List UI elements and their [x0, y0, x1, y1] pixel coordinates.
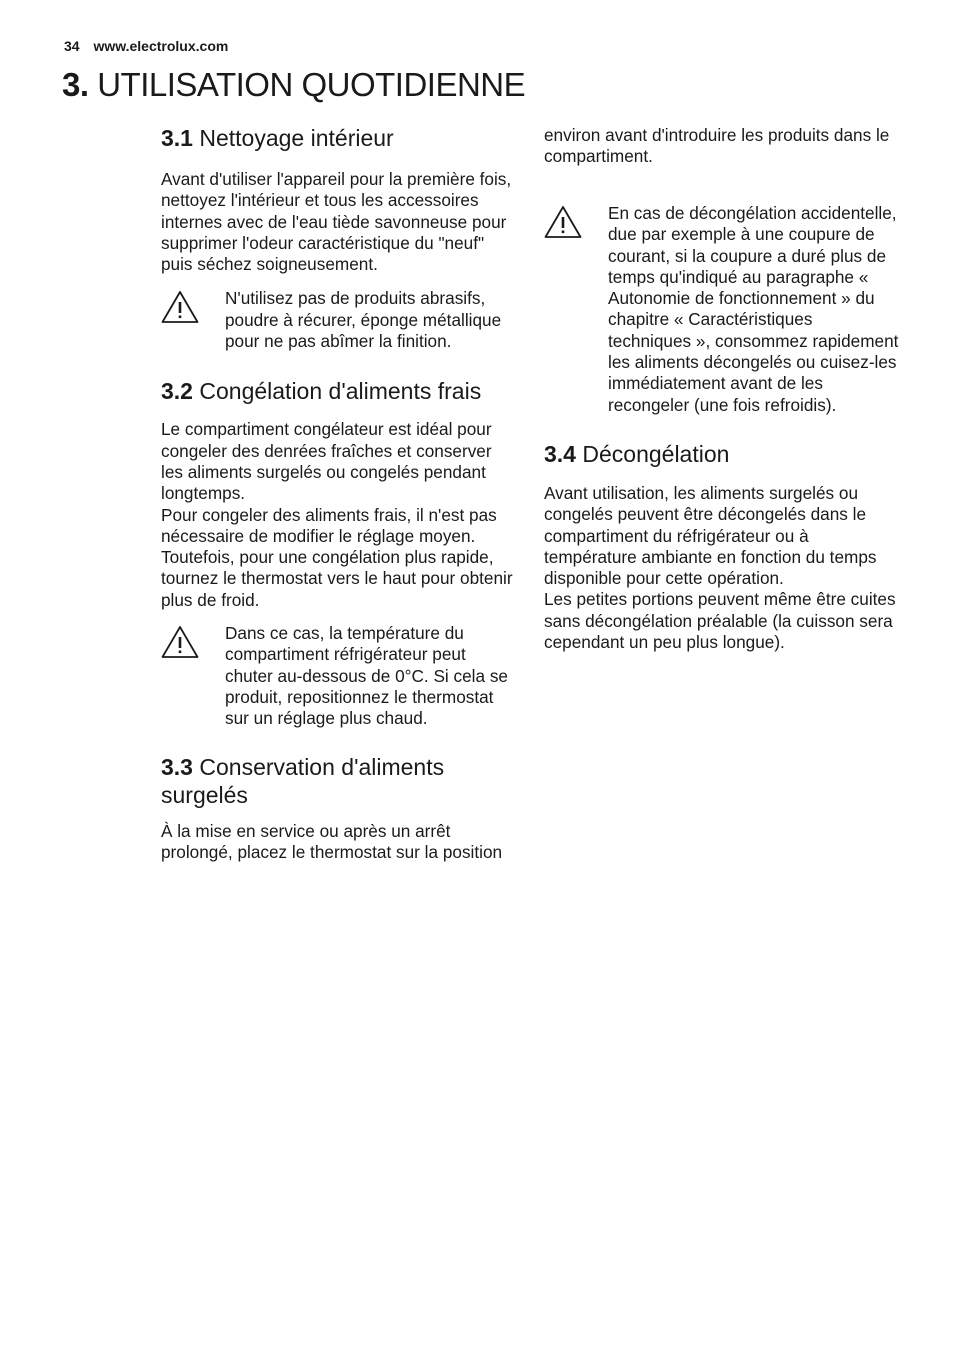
chapter-title [62, 66, 525, 104]
warning-triangle-icon [544, 203, 582, 416]
section-3-4-heading [544, 440, 900, 468]
section-3-1-heading [161, 124, 517, 152]
section-3-3-heading [161, 753, 517, 809]
left-column [161, 124, 517, 863]
section-number: 3.2 [161, 378, 193, 405]
site-url: www.electrolux.com [93, 38, 229, 54]
section-3-2-paragraph-1: Le compartiment congélateur est idéal pour congeler des denrées fraîches et conserver les aliments surgelés ou congelés pendant longtemps. [161, 419, 492, 504]
section-number: 3.4 [544, 440, 576, 467]
page-header [64, 38, 228, 54]
section-3-3-body-continuation [544, 125, 900, 189]
section-3-1-body: Avant d'utiliser l'appareil pour la première fois, nettoyez l'intérieur et tous les accessoires internes avec de l'eau tiède savonneuse pour supprimer l'odeur caractéristique du "neuf" puis séchez soigneusement. [161, 169, 512, 275]
warning-box-3-2 [161, 623, 517, 729]
section-number: 3.3 [161, 753, 193, 780]
section-3-4-paragraph-2: Les petites portions peuvent même être cuites sans décongélation préalable (la cuisson sera cependant un peu plus longue). [544, 589, 896, 653]
section-3-3-body-part-2: environ avant d'introduire les produits dans le compartiment. [544, 125, 890, 167]
chapter-title-text: UTILISATION QUOTIDIENNE [97, 66, 526, 103]
section-title: Nettoyage intérieur [199, 125, 394, 151]
warning-text: N'utilisez pas de produits abrasifs, poudre à récurer, éponge métallique pour ne pas abîmer la finition. [225, 288, 502, 352]
section-3-3-body-part-1: À la mise en service ou après un arrêt prolongé, placez le thermostat sur la position [161, 820, 503, 862]
section-3-4-paragraph-1: Avant utilisation, les aliments surgelés ou congelés peuvent être décongelés dans le compartiment du réfrigérateur ou à température ambiante en fonction du temps disponible pour cette opération. [544, 482, 877, 589]
section-title: Congélation d'aliments frais [199, 378, 482, 405]
warning-triangle-icon [161, 623, 199, 729]
right-column [544, 125, 900, 653]
section-3-2-paragraph-2: Pour congeler des aliments frais, il n'est pas nécessaire de modifier le réglage moyen. [161, 504, 497, 546]
section-title: Conservation d'aliments surgelés [161, 753, 445, 808]
warning-box-3-1 [161, 288, 517, 352]
warning-text: Dans ce cas, la température du compartiment réfrigérateur peut chuter au-dessous de 0°C. Si cela se produit, repositionnez le thermostat sur un réglage plus chaud. [225, 623, 508, 729]
warning-box-3-3 [544, 203, 900, 416]
section-3-2-paragraph-3: Toutefois, pour une congélation plus rapide, tournez le thermostat vers le haut pour obtenir plus de froid. [161, 547, 513, 610]
section-title: Décongélation [582, 440, 730, 467]
page-number: 34 [64, 38, 80, 54]
warning-text: En cas de décongélation accidentelle, due par exemple à une coupure de courant, si la coupure a duré plus de temps qu'indiqué au paragraphe « Autonomie de fonctionnement » du chapitre « Caractéristiques techniques », consommez rapidement les aliments décongelés ou cuisez-les immédiatement avant de les recongeler (une fois refroidis). [608, 203, 899, 415]
section-3-2-heading [161, 377, 517, 405]
warning-triangle-icon [161, 288, 199, 352]
chapter-number: 3. [62, 66, 89, 103]
section-number: 3.1 [161, 125, 193, 151]
